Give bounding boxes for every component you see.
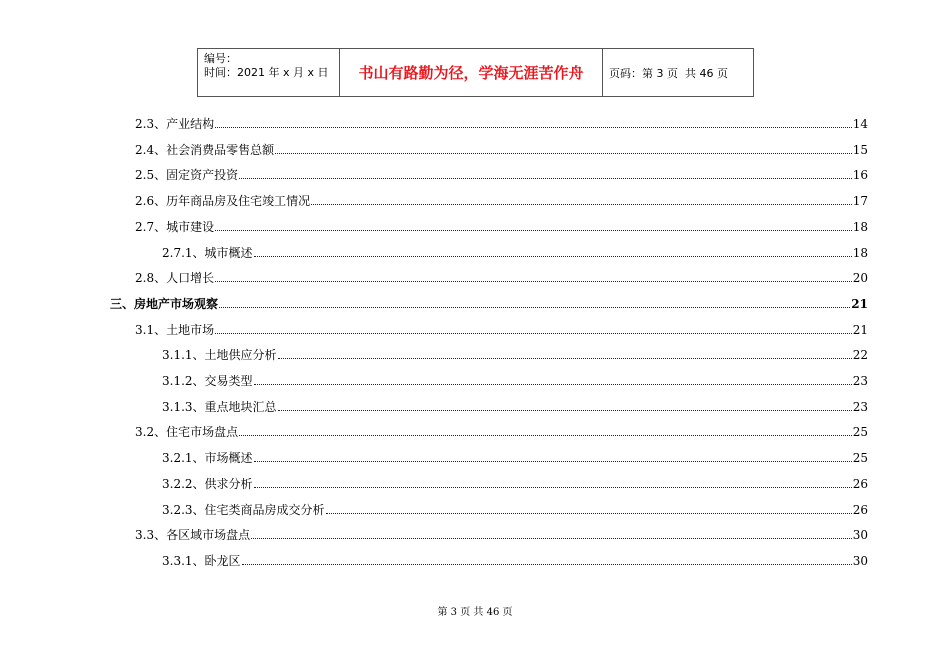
toc-entry-title: 3.2.3、住宅类商品房成交分析 xyxy=(162,502,325,517)
toc-entry-page: 14 xyxy=(852,117,868,131)
toc-dot-leader xyxy=(215,229,852,231)
toc-dot-leader xyxy=(254,383,852,385)
toc-entry[interactable] xyxy=(135,189,868,209)
toc-entry-page: 30 xyxy=(852,528,868,543)
toc-entry-title: 3.1.2、交易类型 xyxy=(162,374,253,388)
toc-dot-leader xyxy=(254,460,852,462)
toc-dot-leader xyxy=(275,152,852,154)
toc-entry-page: 26 xyxy=(852,476,868,491)
toc-dot-leader xyxy=(242,563,852,565)
time-label: 时间：2021 年 x 月 x 日 xyxy=(204,66,329,79)
toc-dot-leader xyxy=(251,537,852,539)
toc-entry[interactable] xyxy=(162,549,868,569)
toc-entry[interactable] xyxy=(162,472,868,492)
header-meta-cell xyxy=(198,49,340,96)
toc-entry[interactable] xyxy=(162,343,868,363)
header-motto-cell xyxy=(340,49,603,96)
toc-dot-leader xyxy=(254,255,852,257)
toc-entry[interactable] xyxy=(135,318,868,338)
page-code: 页码：第 3 页 共 46 页 xyxy=(609,66,728,80)
toc-entry-page: 23 xyxy=(852,374,868,388)
toc-entry-title: 2.6、历年商品房及住宅竣工情况 xyxy=(135,194,311,209)
toc-entry-page: 30 xyxy=(852,553,868,568)
toc-entry-page: 15 xyxy=(852,142,868,157)
toc-entry-title: 3.2.2、供求分析 xyxy=(162,476,253,491)
toc-dot-leader xyxy=(278,357,852,359)
toc-dot-leader xyxy=(239,177,852,179)
number-label: 编号： xyxy=(204,52,237,65)
toc-entry-title: 2.7.1、城市概述 xyxy=(162,245,253,260)
toc-dot-leader xyxy=(215,126,852,128)
toc-entry-title: 2.4、社会消费品零售总额 xyxy=(135,142,275,157)
toc-entry-title: 2.8、人口增长 xyxy=(135,271,215,286)
toc-dot-leader xyxy=(278,409,852,411)
toc-entry[interactable] xyxy=(110,292,868,312)
toc-entry[interactable] xyxy=(135,138,868,158)
toc-entry-page: 18 xyxy=(852,219,868,234)
toc-entry-page: 26 xyxy=(852,502,868,517)
footer-page-number: 第 3 页 共 46 页 xyxy=(437,607,513,618)
toc-entry-title: 3.1.1、土地供应分析 xyxy=(162,348,277,363)
toc-entry[interactable] xyxy=(135,523,868,543)
toc-entry-title: 2.7、城市建设 xyxy=(135,219,215,234)
toc-entry-page: 22 xyxy=(852,348,868,363)
toc-entry-page: 23 xyxy=(852,399,868,414)
toc-entry-title: 3.2.1、市场概述 xyxy=(162,451,253,466)
toc-entry-page: 17 xyxy=(852,194,868,209)
toc-entry-page: 25 xyxy=(852,451,868,466)
toc-entry-title: 2.3、产业结构 xyxy=(135,117,215,131)
toc-entry-title: 3.1.3、重点地块汇总 xyxy=(162,399,277,414)
toc-entry[interactable] xyxy=(162,446,868,466)
toc-dot-leader xyxy=(311,203,852,205)
header-page-cell xyxy=(603,49,753,96)
toc-entry[interactable] xyxy=(162,241,868,261)
toc-dot-leader xyxy=(239,434,852,436)
toc-entry-page: 16 xyxy=(852,168,868,183)
toc-dot-leader xyxy=(219,306,850,308)
toc-dot-leader xyxy=(254,486,852,488)
toc-dot-leader xyxy=(215,332,852,334)
toc-entry-title: 3.3、各区域市场盘点 xyxy=(135,528,251,543)
toc-entry[interactable] xyxy=(135,112,868,132)
page-header-table xyxy=(197,48,754,97)
toc-entry-title: 三、房地产市场观察 xyxy=(110,296,219,311)
page-footer xyxy=(0,603,950,618)
toc-entry[interactable] xyxy=(135,163,868,183)
toc-entry-page: 20 xyxy=(852,271,868,286)
toc-entry[interactable] xyxy=(135,266,868,286)
toc-entry-page: 18 xyxy=(852,245,868,260)
toc-dot-leader xyxy=(326,512,852,514)
toc-entry[interactable] xyxy=(162,395,868,415)
toc-entry[interactable] xyxy=(162,498,868,518)
toc-entry[interactable] xyxy=(162,369,868,389)
toc-entry-title: 3.2、住宅市场盘点 xyxy=(135,425,239,440)
toc-entry-page: 21 xyxy=(852,322,868,337)
toc-entry-page: 25 xyxy=(852,425,868,440)
toc-entry-title: 3.1、土地市场 xyxy=(135,322,215,337)
toc-entry-title: 3.3.1、卧龙区 xyxy=(162,553,241,568)
toc-entry-title: 2.5、固定资产投资 xyxy=(135,168,239,183)
toc-dot-leader xyxy=(215,280,852,282)
toc-entry-page: 21 xyxy=(851,296,868,311)
toc-entry[interactable] xyxy=(135,215,868,235)
toc-entry[interactable] xyxy=(135,420,868,440)
motto-text: 书山有路勤为径，学海无涯苦作舟 xyxy=(358,64,584,82)
